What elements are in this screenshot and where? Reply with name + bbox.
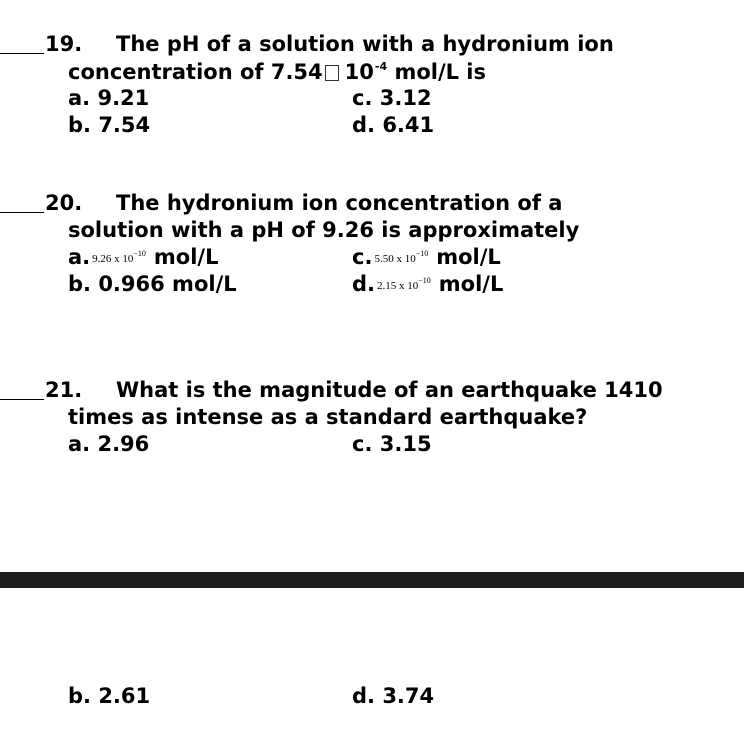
option-a[interactable]	[68, 247, 218, 268]
sci-notation-value	[92, 249, 146, 265]
option-b[interactable]: b. 7.54	[68, 113, 151, 137]
exponent-base: 10	[344, 60, 374, 84]
option-c[interactable]: c. 3.12	[352, 86, 432, 110]
sci-exponent: −10	[133, 249, 146, 258]
question-number-20: 20.	[45, 191, 83, 215]
option-letter: d.	[352, 272, 376, 296]
question-stem-line1: The pH of a solution with a hydronium ion	[116, 32, 614, 56]
question-stem-line1: What is the magnitude of an earthquake 1410	[116, 378, 663, 402]
sci-exponent: −10	[415, 249, 429, 258]
question-stem-line2: solution with a pH of 9.26 is approximately	[68, 218, 580, 242]
unit-label: mol/L	[438, 272, 504, 296]
option-c[interactable]: c. 3.15	[352, 432, 432, 456]
unit-label: mol/L	[153, 245, 219, 269]
question-stem-line1: The hydronium ion concentration of a	[116, 191, 563, 215]
sci-exponent: −10	[418, 276, 431, 285]
option-letter: a.	[68, 245, 91, 269]
option-b[interactable]: b. 0.966 mol/L	[68, 272, 237, 296]
question-stem-line2	[68, 61, 486, 83]
sci-base: 5.50 x 10	[374, 253, 416, 265]
option-d[interactable]: d. 6.41	[352, 113, 435, 137]
sci-base: 2.15 x 10	[377, 280, 419, 292]
option-d[interactable]	[352, 274, 503, 295]
page-divider-bar	[0, 572, 744, 588]
option-letter: c.	[352, 245, 373, 269]
answer-blank-21[interactable]	[0, 399, 44, 400]
option-c[interactable]	[352, 247, 501, 268]
stem-suffix: mol/L is	[394, 60, 487, 84]
option-d[interactable]: d. 3.74	[352, 684, 435, 708]
unit-label: mol/L	[436, 245, 501, 269]
answer-blank-20[interactable]	[0, 212, 44, 213]
answer-blank-19[interactable]	[0, 53, 44, 54]
sci-notation-value	[377, 276, 431, 292]
option-a[interactable]: a. 2.96	[68, 432, 150, 456]
option-a[interactable]: a. 9.21	[68, 86, 150, 110]
sci-notation-value	[374, 249, 429, 265]
stem-prefix: concentration of 7.54	[68, 60, 323, 84]
exponent-value: -4	[374, 60, 388, 73]
question-number-21: 21.	[45, 378, 83, 402]
question-stem-line2: times as intense as a standard earthquake?	[68, 405, 588, 429]
question-number-19: 19.	[45, 32, 83, 56]
sci-base: 9.26 x 10	[92, 253, 134, 265]
missing-glyph-icon	[325, 65, 339, 81]
option-b[interactable]: b. 2.61	[68, 684, 151, 708]
